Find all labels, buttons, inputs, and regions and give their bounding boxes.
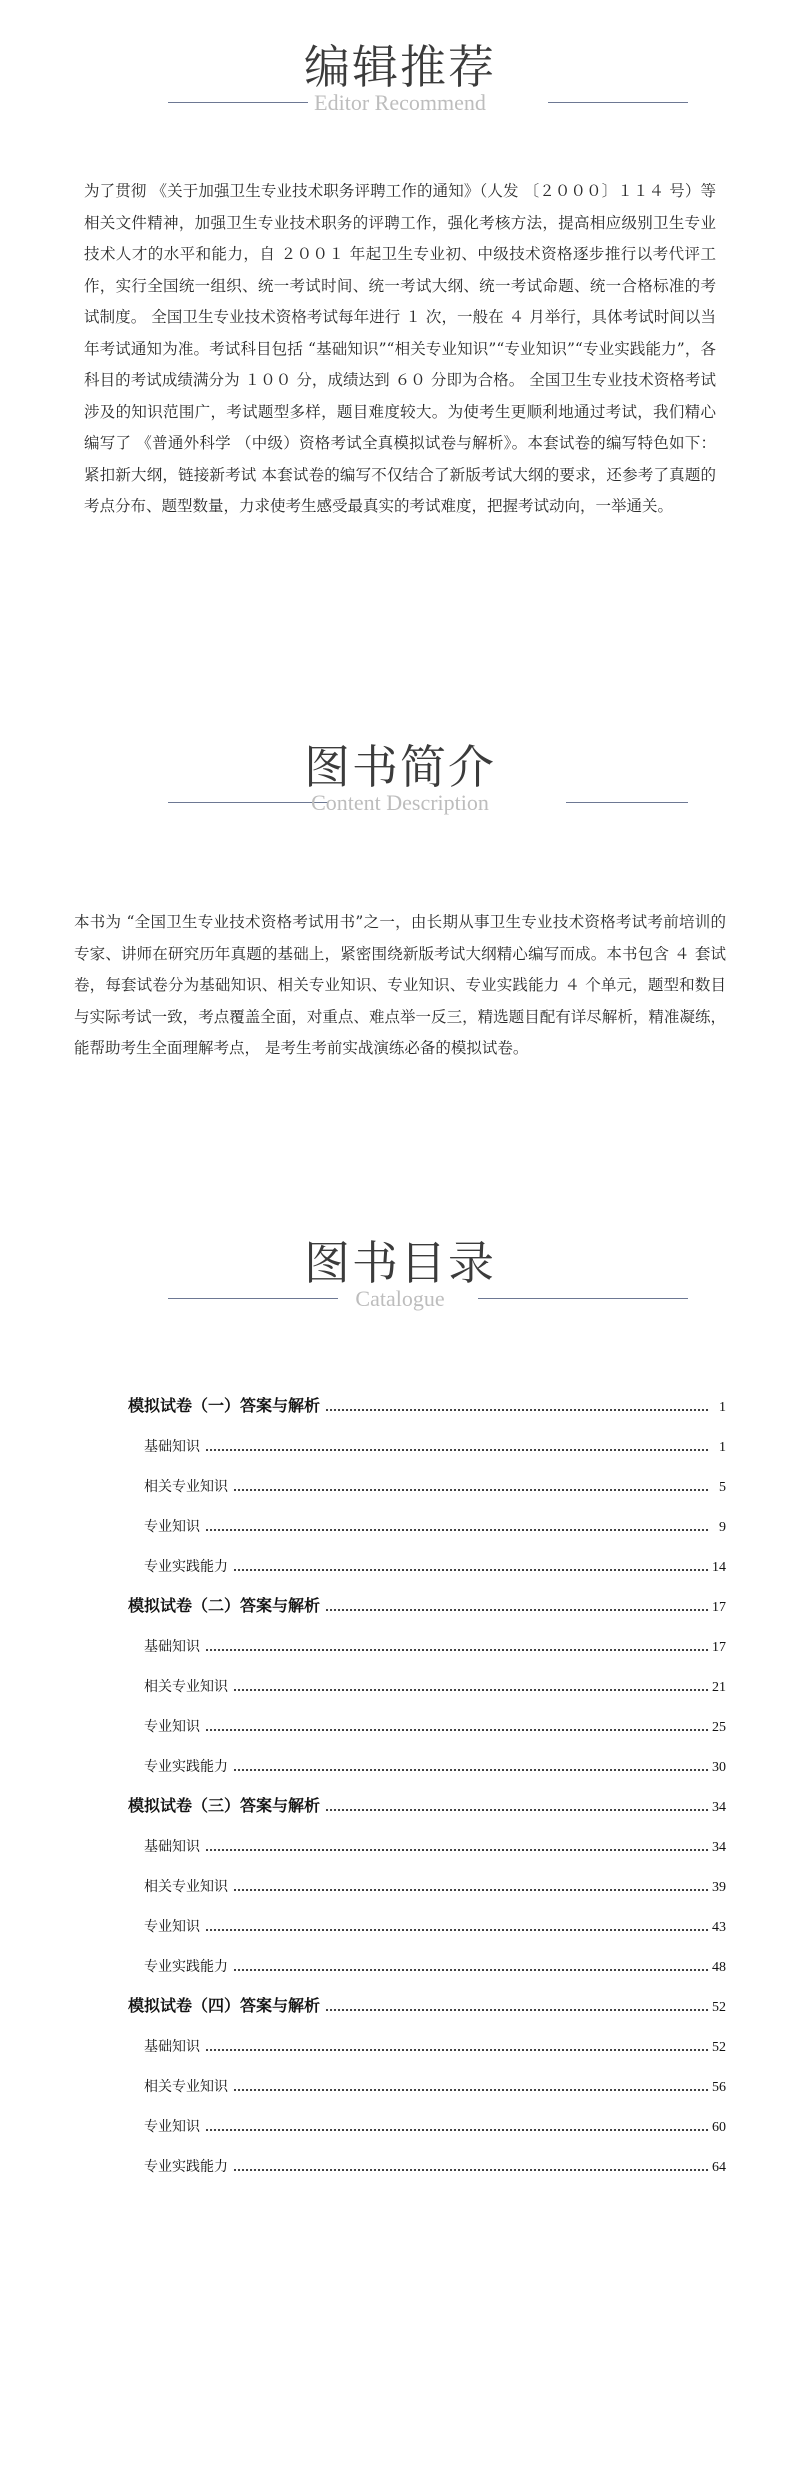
catalogue-section-title: 图书目录: [304, 1236, 496, 1290]
toc-sub-entry: [128, 1736, 726, 1776]
toc-dot-leader: [326, 1808, 708, 1811]
toc-dot-leader: [206, 2048, 708, 2051]
toc-sub-entry: [128, 2056, 726, 2096]
toc-page-number: 1: [719, 1400, 726, 1415]
toc-page-number: 34: [712, 1800, 726, 1815]
toc-page-number: 5: [719, 1480, 726, 1495]
toc-page-number: 9: [719, 1520, 726, 1535]
toc-sub-entry: [128, 1656, 726, 1696]
toc-sub-entry: [128, 1416, 726, 1456]
toc-entry-label: 模拟试卷（二）答案与解析: [128, 1596, 321, 1615]
toc-page-number: 34: [712, 1840, 726, 1855]
toc-part-entry: [128, 1376, 726, 1416]
toc-page-number: 1: [719, 1440, 726, 1455]
toc-entry-label: 基础知识: [144, 1839, 200, 1855]
editor-section-header: [0, 40, 800, 120]
toc-sub-entry: [128, 2016, 726, 2056]
toc-sub-entry: [128, 1696, 726, 1736]
toc-entry-label: 基础知识: [144, 2039, 200, 2055]
toc-part-entry: [128, 1976, 726, 2016]
toc-page-number: 52: [712, 2000, 726, 2015]
toc-dot-leader: [234, 1768, 708, 1771]
toc-dot-leader: [326, 1608, 708, 1611]
toc-dot-leader: [206, 1648, 708, 1651]
toc-dot-leader: [234, 2088, 708, 2091]
toc-entry-label: 相关专业知识: [144, 2079, 228, 2095]
toc-page-number: 17: [712, 1640, 726, 1655]
toc-page-number: 39: [712, 1880, 726, 1895]
toc-entry-label: 基础知识: [144, 1439, 200, 1455]
toc-dot-leader: [206, 1928, 708, 1931]
editor-section-subtitle: Editor Recommend: [314, 90, 486, 115]
toc-entry-label: 模拟试卷（四）答案与解析: [128, 1996, 321, 2015]
toc-page-number: 43: [712, 1920, 726, 1935]
toc-sub-entry: [128, 1896, 726, 1936]
toc-entry-label: 专业知识: [144, 2119, 200, 2135]
toc-sub-entry: [128, 1616, 726, 1656]
toc-dot-leader: [234, 1488, 708, 1491]
toc-sub-entry: [128, 2096, 726, 2136]
toc-entry-label: 相关专业知识: [144, 1879, 228, 1895]
content-section-title: 图书简介: [304, 740, 496, 794]
toc-dot-leader: [206, 1448, 708, 1451]
toc-page-number: 30: [712, 1760, 726, 1775]
toc-sub-entry: [128, 1456, 726, 1496]
toc-dot-leader: [234, 1888, 708, 1891]
toc-sub-entry: [128, 1936, 726, 1976]
toc-dot-leader: [206, 1528, 708, 1531]
toc-dot-leader: [234, 1568, 708, 1571]
toc-page-number: 64: [712, 2160, 726, 2175]
toc-entry-label: 基础知识: [144, 1639, 200, 1655]
content-section-header: [0, 740, 800, 820]
toc-entry-label: 专业实践能力: [144, 1959, 228, 1975]
toc-dot-leader: [326, 2008, 708, 2011]
toc-page-number: 25: [712, 1720, 726, 1735]
toc-entry-label: 相关专业知识: [144, 1679, 228, 1695]
catalogue-section-subtitle: Catalogue: [355, 1286, 445, 1311]
toc-page-number: 14: [712, 1560, 726, 1575]
toc-sub-entry: [128, 1856, 726, 1896]
toc-sub-entry: [128, 1536, 726, 1576]
toc-sub-entry: [128, 1496, 726, 1536]
toc-entry-label: 专业实践能力: [144, 1559, 228, 1575]
toc-entry-label: 专业知识: [144, 1919, 200, 1935]
toc-dot-leader: [234, 2168, 708, 2171]
toc-dot-leader: [206, 2128, 708, 2131]
toc-dot-leader: [326, 1408, 708, 1411]
toc-page-number: 21: [712, 1680, 726, 1695]
toc-dot-leader: [206, 1848, 708, 1851]
catalogue-section-header: [0, 1236, 800, 1316]
content-section-subtitle: Content Description: [311, 790, 489, 815]
table-of-contents: [128, 1376, 726, 2176]
toc-part-entry: [128, 1776, 726, 1816]
toc-entry-label: 专业知识: [144, 1719, 200, 1735]
toc-dot-leader: [234, 1688, 708, 1691]
toc-entry-label: 相关专业知识: [144, 1479, 228, 1495]
toc-dot-leader: [234, 1968, 708, 1971]
toc-entry-label: 专业实践能力: [144, 2159, 228, 2175]
toc-page-number: 48: [712, 1960, 726, 1975]
toc-sub-entry: [128, 2136, 726, 2176]
toc-page-number: 52: [712, 2040, 726, 2055]
toc-entry-label: 专业知识: [144, 1519, 200, 1535]
toc-sub-entry: [128, 1816, 726, 1856]
toc-page-number: 56: [712, 2080, 726, 2095]
toc-part-entry: [128, 1576, 726, 1616]
toc-entry-label: 专业实践能力: [144, 1759, 228, 1775]
toc-dot-leader: [206, 1728, 708, 1731]
toc-entry-label: 模拟试卷（一）答案与解析: [128, 1396, 321, 1415]
editor-recommend-paragraph: 为了贯彻 《关于加强卫生专业技术职务评聘工作的通知》（人发 〔２０００〕１１４ 号）等相关文件精神，加强卫生专业技术职务的评聘工作，强化考核方法，提高相应级别卫生专业技术人才的水平和能力，自 ２００１ 年起卫生专业初、中级技术资格逐步推行以考代评工作，实行全国统一组织、统一考试时间、统一考试大纲、统一考试命题、统一合格标准的考试制度。 全国卫生专业技术资格考试每年进行 １ 次，一般在 ４ 月举行，具体考试时间以当年考试通知为准。考试科目包括 “基础知识”“相关专业知识”“专业知识”“专业实践能力”，各科目的考试成绩满分为 １００ 分，成绩达到 ６０ 分即为合格。 全国卫生专业技术资格考试涉及的知识范围广，考试题型多样，题目难度较大。为使考生更顺利地通过考试，我们精心编写了 《普通外科学 （中级）资格考试全真模拟试卷与解析》。本套试卷的编写特色如下： 紧扣新大纲，链接新考试 本套试卷的编写不仅结合了新版考试大纲的要求，还参考了真题的考点分布、题型数量，力求使考生感受最真实的考试难度，把握考试动向，一举通关。: [84, 182, 716, 515]
editor-section-title: 编辑推荐: [304, 40, 496, 94]
content-description-paragraph: 本书为 “全国卫生专业技术资格考试用书”之一，由长期从事卫生专业技术资格考试考前培训的专家、讲师在研究历年真题的基础上，紧密围绕新版考试大纲精心编写而成。本书包含 ４ 套试卷，每套试卷分为基础知识、相关专业知识、专业知识、专业实践能力 ４ 个单元，题型和数目与实际考试一致，考点覆盖全面，对重点、难点举一反三，精选题目配有详尽解析，精准凝练，能帮助考生全面理解考点， 是考生考前实战演练必备的模拟试卷。: [74, 913, 726, 1057]
toc-entry-label: 模拟试卷（三）答案与解析: [128, 1796, 321, 1815]
toc-page-number: 17: [712, 1600, 726, 1615]
toc-page-number: 60: [712, 2120, 726, 2135]
